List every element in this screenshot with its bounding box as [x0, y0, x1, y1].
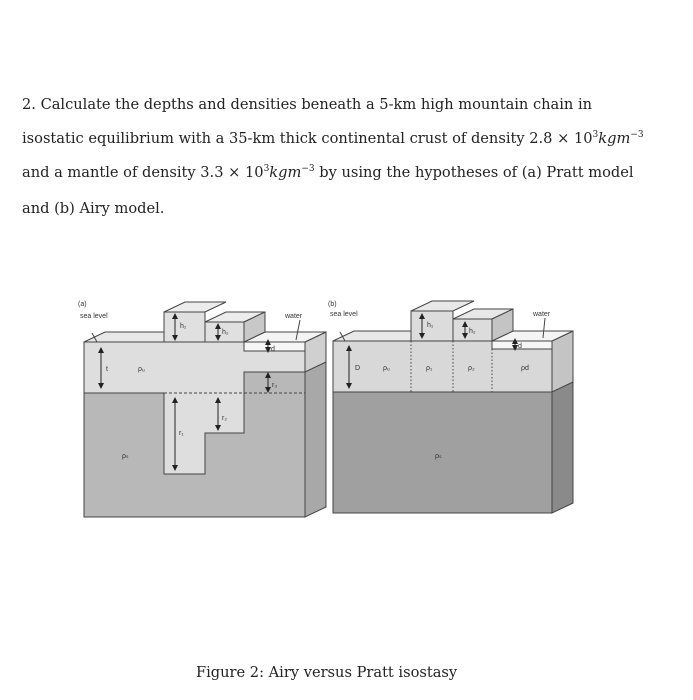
rho-u-label: ρᵤ: [138, 366, 145, 373]
problem-line-1: 2. Calculate the depths and densities beneath a 5-km high mountain chain in: [22, 96, 593, 113]
exponent: −3: [301, 164, 315, 175]
panel-b-airy: [333, 301, 573, 513]
exponent: 3: [263, 164, 270, 175]
rho-s-label: ρₛ: [435, 453, 442, 460]
h1-label: h₁: [180, 323, 187, 330]
D-label: D: [355, 365, 361, 372]
d-label: d: [271, 346, 275, 353]
water-label: water: [533, 311, 551, 318]
unit: kgm: [269, 164, 302, 181]
text: and a mantle of density 3.3 × 10: [22, 164, 264, 181]
rho-s-label: ρₛ: [122, 453, 129, 460]
rho-u-label: ρᵤ: [383, 365, 390, 372]
text: isostatic equilibrium with a 35-km thick continental crust of density 2.8 × 10: [22, 130, 593, 147]
t-label: t: [106, 366, 108, 373]
figure-caption: Figure 2: Airy versus Pratt isostasy: [196, 664, 458, 681]
d-label: d: [518, 343, 522, 350]
rho-1-label: ρ₁: [426, 365, 433, 372]
r3-label: r₃: [272, 382, 278, 389]
unit: kgm: [598, 130, 631, 147]
r2-label: r₂: [222, 415, 228, 422]
sea-level-label: sea level: [330, 311, 358, 318]
text: by using the hypotheses of (a) Pratt model: [314, 164, 634, 181]
sea-level-label: sea level: [80, 313, 108, 320]
problem-line-4: and (b) Airy model.: [22, 200, 165, 217]
rho-d-label: ρd: [521, 365, 529, 372]
exponent: −3: [630, 130, 644, 141]
rho-2-label: ρ₂: [468, 365, 475, 372]
r1-label: r₁: [179, 430, 184, 437]
panel-a-pratt: [84, 302, 326, 517]
water-label: water: [285, 313, 303, 320]
panel-a-tag: (a): [78, 301, 87, 308]
exponent: 3: [592, 130, 599, 141]
h2-label: h₂: [469, 328, 476, 335]
h2-label: h₂: [222, 329, 229, 336]
panel-b-tag: (b): [328, 301, 337, 308]
h1-label: h₁: [427, 322, 434, 329]
